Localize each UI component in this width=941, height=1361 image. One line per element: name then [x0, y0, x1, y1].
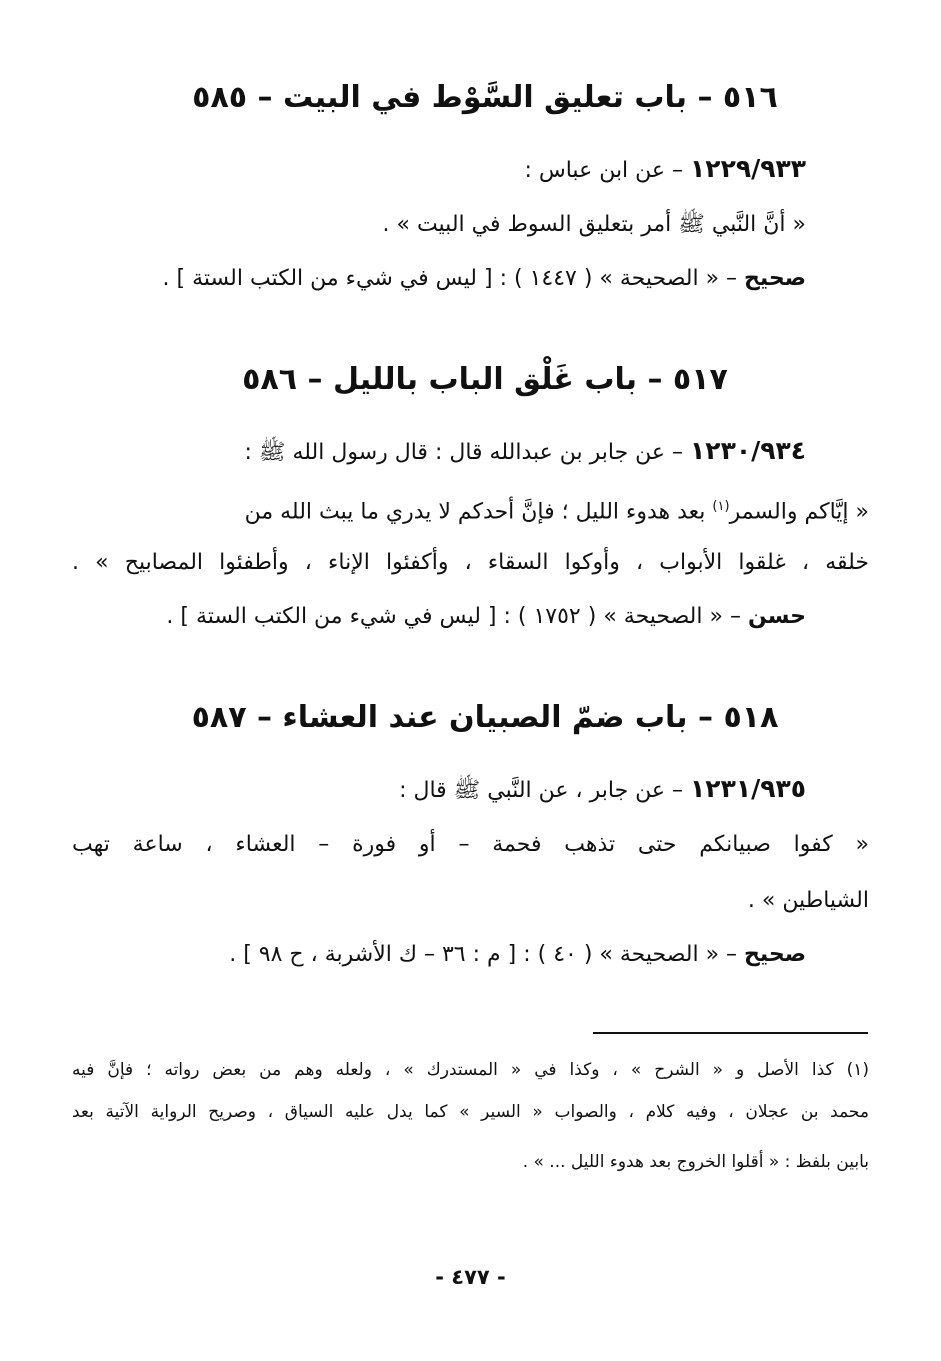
grade-label: حسن: [747, 604, 806, 629]
chapter-title-518: ٥١٨ – باب ضمّ الصبيان عند العشاء – ٥٨٧: [191, 700, 779, 735]
hadith-header-933: [60, 152, 806, 188]
hadith-text-line: خلقه ، غلقوا الأبواب ، وأوكوا السقاء ، وأكفئوا الإناء ، وأطفئوا المصابيح » .: [72, 550, 869, 575]
hadith-text-start: « إيَّاكم والسمر: [729, 499, 869, 525]
hadith-number: ١٢٢٩/٩٣٣: [690, 154, 806, 183]
hadith-text-line: [72, 490, 869, 529]
hadith-intro: – عن ابن عباس :: [524, 158, 684, 183]
page-number: - ٤٧٧ -: [435, 1265, 506, 1289]
takhrij: – « الصحيحة » ( ١٧٥٢ ) : [ ليس في شيء من الكتب الستة ] .: [166, 604, 741, 629]
hadith-text-cont: بعد هدوء الليل ؛ فإنَّ أحدكم لا يدري ما يبث الله من: [244, 499, 706, 525]
hadith-header-935: [60, 772, 806, 808]
grade-label: صحيح: [744, 942, 806, 967]
footnote-marker: (١): [712, 499, 730, 514]
hadith-grade-line: [60, 600, 806, 634]
hadith-number: ١٢٣١/٩٣٥: [690, 774, 806, 803]
hadith-grade-line: [60, 262, 806, 296]
chapter-title-516: ٥١٦ – باب تعليق السَّوْط في البيت – ٥٨٥: [192, 80, 778, 115]
hadith-intro: – عن جابر بن عبدالله قال : قال رسول الله ﷺ :: [244, 440, 684, 465]
hadith-intro: – عن جابر ، عن النَّبي ﷺ قال :: [399, 778, 684, 803]
chapter-title-517: ٥١٧ – باب غَلْق الباب بالليل – ٥٨٦: [242, 362, 728, 397]
hadith-header-934: [60, 434, 806, 470]
hadith-text-line: « أنَّ النَّبي ﷺ أمر بتعليق السوط في البيت » .: [382, 212, 806, 237]
footnote-line: (١) كذا الأصل و « الشرح » ، وكذا في « المستدرك » ، ولعله وهم من بعض رواته ؛ فإنَّ فيه: [72, 1060, 869, 1080]
footnote-line: محمد بن عجلان ، وفيه كلام ، والصواب « السير » كما يدل عليه السياق ، وصريح الرواية الآتية بعد: [72, 1102, 869, 1122]
hadith-text-line: الشياطين » .: [747, 888, 869, 913]
hadith-number: ١٢٣٠/٩٣٤: [690, 436, 806, 465]
footnote-line: بابين بلفظ : « أقلوا الخروج بعد هدوء الليل ... » .: [522, 1152, 869, 1172]
takhrij: – « الصحيحة » ( ٤٠ ) : [ م : ٣٦ – ك الأشربة ، ح ٩٨ ] .: [229, 942, 738, 967]
hadith-text-line: « كفوا صبيانكم حتى تذهب فحمة – أو فورة – العشاء ، ساعة تهب: [72, 832, 869, 857]
hadith-grade-line: [60, 938, 806, 972]
takhrij: – « الصحيحة » ( ١٤٤٧ ) : [ ليس في شيء من الكتب الستة ] .: [162, 266, 738, 291]
grade-label: صحيح: [744, 266, 806, 291]
footnote-separator: [593, 1032, 868, 1034]
